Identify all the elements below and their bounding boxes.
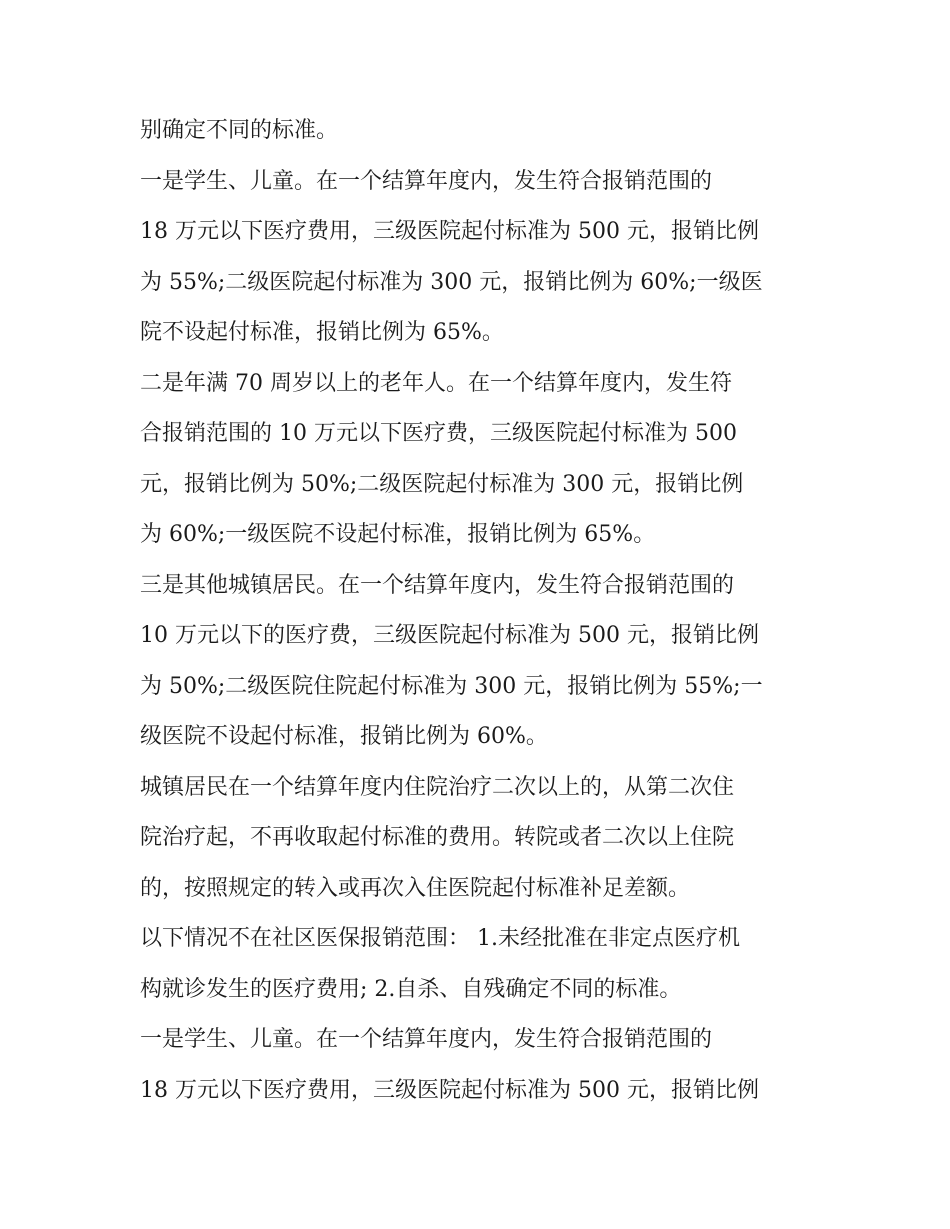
text-line: 院不设起付标准，报销比例为 65%。 bbox=[140, 320, 504, 345]
text-line: 院治疗起，不再收取起付标准的费用。转院或者二次以上住院 bbox=[140, 825, 735, 850]
text-line: 合报销范围的 10 万元以下医疗费，三级医院起付标准为 500 bbox=[140, 421, 737, 446]
text-line: 为 60%;一级医院不设起付标准，报销比例为 65%。 bbox=[140, 522, 656, 547]
text-line: 三是其他城镇居民。在一个结算年度内，发生符合报销范围的 bbox=[140, 572, 735, 598]
text-line: 一是学生、儿童。在一个结算年度内，发生符合报销范围的 bbox=[140, 168, 713, 194]
text-line: 18 万元以下医疗费用，三级医院起付标准为 500 元，报销比例 bbox=[140, 1077, 759, 1103]
text-line: 为 50%;二级医院住院起付标准为 300 元，报销比例为 55%;一 bbox=[140, 673, 763, 699]
text-line: 别确定不同的标准。 bbox=[140, 118, 339, 143]
text-line: 的，按照规定的转入或再次入住医院起付标准补足差额。 bbox=[140, 875, 691, 901]
text-line: 为 55%;二级医院起付标准为 300 元，报销比例为 60%;一级医 bbox=[140, 269, 763, 295]
text-line: 二是年满 70 周岁以上的老年人。在一个结算年度内，发生符 bbox=[140, 370, 732, 396]
text-line: 级医院不设起付标准，报销比例为 60%。 bbox=[140, 724, 548, 749]
text-line: 18 万元以下医疗费用，三级医院起付标准为 500 元，报销比例 bbox=[140, 219, 759, 244]
document-page bbox=[140, 106, 830, 1116]
text-line: 城镇居民在一个结算年度内住院治疗二次以上的，从第二次住 bbox=[140, 774, 735, 800]
text-line: 元，报销比例为 50%;二级医院起付标准为 300 元，报销比例 bbox=[140, 471, 744, 497]
text-line: 一是学生、儿童。在一个结算年度内，发生符合报销范围的 bbox=[140, 1027, 713, 1052]
text-line: 构就诊发生的医疗费用; 2.自杀、自残确定不同的标准。 bbox=[140, 976, 682, 1002]
text-line: 10 万元以下的医疗费，三级医院起付标准为 500 元，报销比例 bbox=[140, 623, 759, 648]
text-line: 以下情况不在社区医保报销范围： 1.未经批准在非定点医疗机 bbox=[140, 926, 740, 951]
